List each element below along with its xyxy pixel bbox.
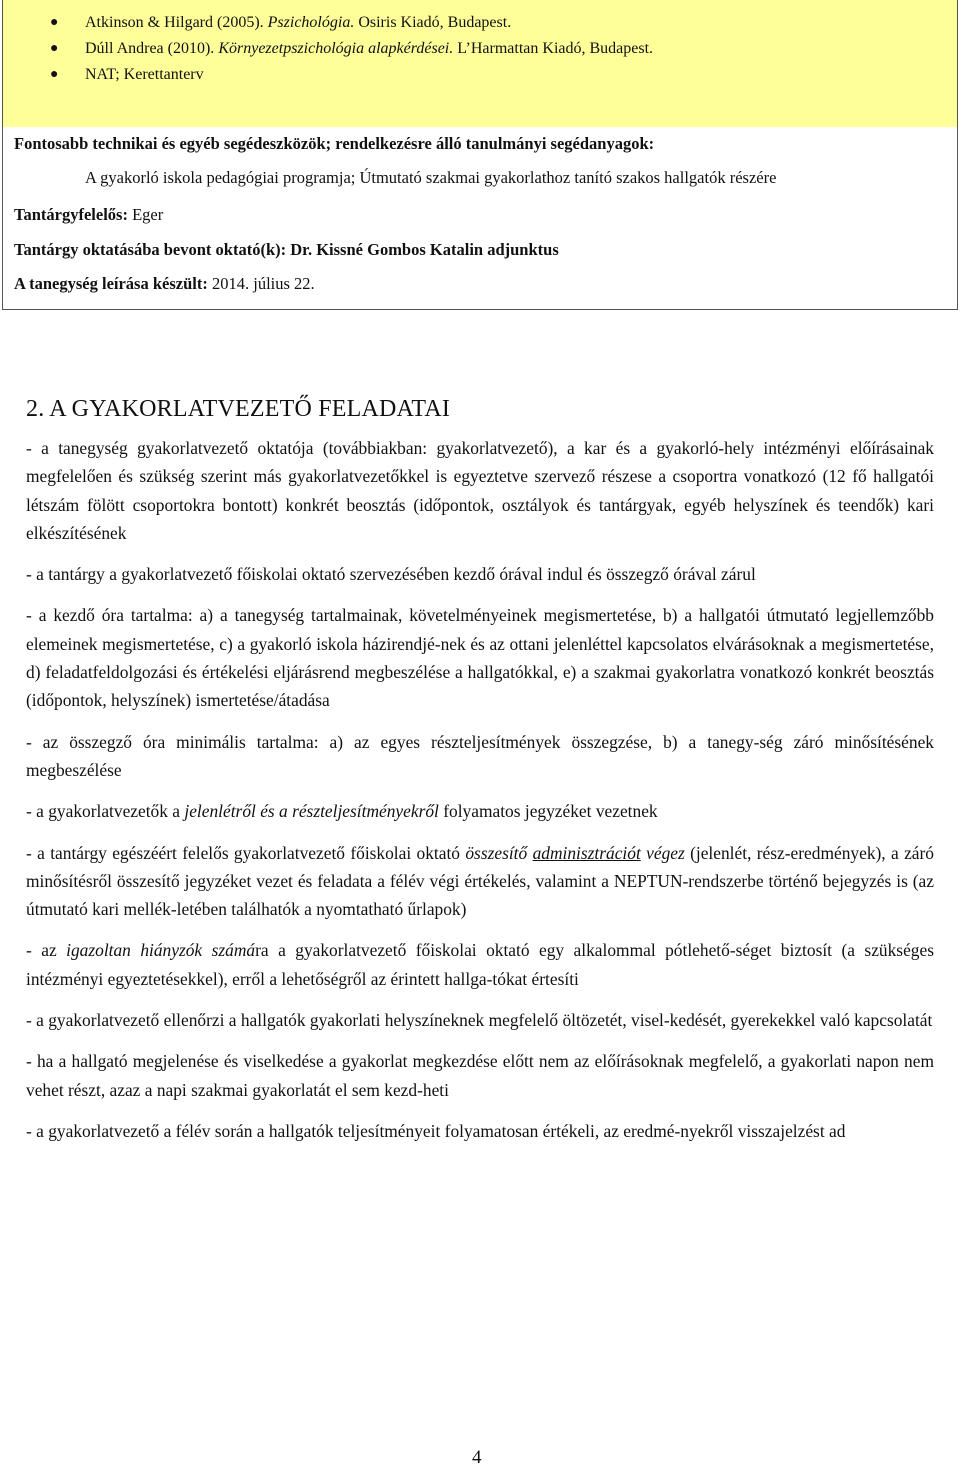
- paragraph: - a gyakorlatvezetők a jelenlétről és a részteljesítményekről folyamatos jegyzéket vezetnek: [26, 801, 658, 822]
- reference-title: Pszichológia.: [267, 14, 355, 31]
- reference-item: [0, 36, 653, 62]
- bullet-icon: ●: [50, 15, 59, 30]
- description-line: [14, 274, 315, 294]
- instructors-line: Tantárgy oktatásába bevont oktató(k): Dr. Kissné Gombos Katalin adjunktus: [14, 240, 559, 259]
- responsible-value: Eger: [127, 205, 164, 224]
- paragraph: - a tanegység gyakorlatvezető oktatója (továbbiakban: gyakorlatvezető), a kar és a gyakorló-hely intézményi előírásainak megfelelően és szükség szerint más gyakorlatvezetőkkel is egyeztetve szervező részese a csoportra vonatkozó (12 fő hallgatói létszám fölött csoportokra bontott) konkrét beosztás (időpontok, osztályok és tantárgyak, egyéb helyszínek és teendők) kari elkészítésének: [26, 438, 934, 543]
- tools-value: A gyakorló iskola pedagógiai programja; Útmutató szakmai gyakorlathoz tanító szakos hallgatók részére: [85, 168, 777, 187]
- paragraph: - a tantárgy egészéért felelős gyakorlatvezető főiskolai oktató összesítő adminisztrációt végez (jelenlét, rész-eredmények), a záró minősítésről összesítő jegyzéket vezet és feladata a félév végi értékelés, valamint a NEPTUN-rendszerbe történő bejegyzés is (az útmutató kari mellék-letében találhatók a nyomtatható űrlapok): [26, 842, 934, 920]
- tools-heading: Fontosabb technikai és egyéb segédeszközök; rendelkezésre álló tanulmányi segédanyagok:: [14, 134, 655, 153]
- reference-title: Környezetpszichológia alapkérdései.: [218, 40, 454, 57]
- reference-authors: NAT; Kerettanterv: [85, 66, 204, 83]
- paragraph: - az igazoltan hiányzók számára a gyakorlatvezető főiskolai oktató egy alkalommal pótlehető-séget biztosít (a szükséges intézményi egyeztetésekkel), erről a lehetőségről az érintett hallga-tókat értesíti: [26, 940, 934, 989]
- page-number: 4: [472, 1447, 482, 1468]
- paragraph: - az összegző óra minimális tartalma: a) az egyes részteljesítmények összegzése, b) a tanegy-ség záró minősítésének megbeszélése: [26, 731, 934, 780]
- bullet-icon: ●: [50, 67, 59, 82]
- paragraph: - ha a hallgató megjelenése és viselkedése a gyakorlat megkezdése előtt nem az előírásoknak megfelelő, a gyakorlati napon nem vehet részt, azaz a napi szakmai gyakorlatát el sem kezd-heti: [26, 1051, 934, 1100]
- paragraph: - a gyakorlatvezető ellenőrzi a hallgatók gyakorlati helyszíneknek megfelelő öltözetét, visel-kedését, gyerekekkel való kapcsolatát: [26, 1010, 933, 1031]
- reference-item: [0, 10, 653, 36]
- bullet-icon: ●: [50, 41, 59, 56]
- reference-list: [0, 10, 653, 88]
- paragraph: - a tantárgy a gyakorlatvezető főiskolai oktató szervezésében kezdő órával indul és összegző órával zárul: [26, 564, 756, 585]
- description-date: 2014. július 22.: [207, 274, 315, 293]
- paragraph: - a kezdő óra tartalma: a) a tanegység tartalmainak, követelményeinek megismertetése, b) a hallgatói útmutató legjellemzőbb elemeinek megismertetése, c) a gyakorló iskola házirendjé-nek és az ottani jelenléttel kapcsolatos elvárásoknak a megismertetése, d) feladatfeldolgozási és értékelési eljárásrend megbeszélése a hallgatókkal, e) a szakmai gyakorlatra vonatkozó konkrét beosztás (időpontok, helyszínek) ismertetése/átadása: [26, 605, 934, 711]
- reference-publisher: Osiris Kiadó, Budapest.: [354, 14, 512, 31]
- reference-publisher: L’Harmattan Kiadó, Budapest.: [453, 40, 654, 57]
- responsible-label: Tantárgyfelelős:: [14, 205, 128, 224]
- paragraph: - a gyakorlatvezető a félév során a hallgatók teljesítményeit folyamatosan értékeli, az eredmé-nyekről visszajelzést ad: [26, 1120, 846, 1141]
- reference-authors: Dúll Andrea (2010).: [85, 40, 219, 57]
- responsible-line: [14, 205, 163, 225]
- reference-item: [0, 62, 653, 88]
- section-title: 2. A GYAKORLATVEZETŐ FELADATAI: [26, 396, 451, 422]
- section-body: [26, 434, 934, 1158]
- reference-authors: Atkinson & Hilgard (2005).: [85, 14, 268, 31]
- description-label: A tanegység leírása készült:: [14, 274, 208, 293]
